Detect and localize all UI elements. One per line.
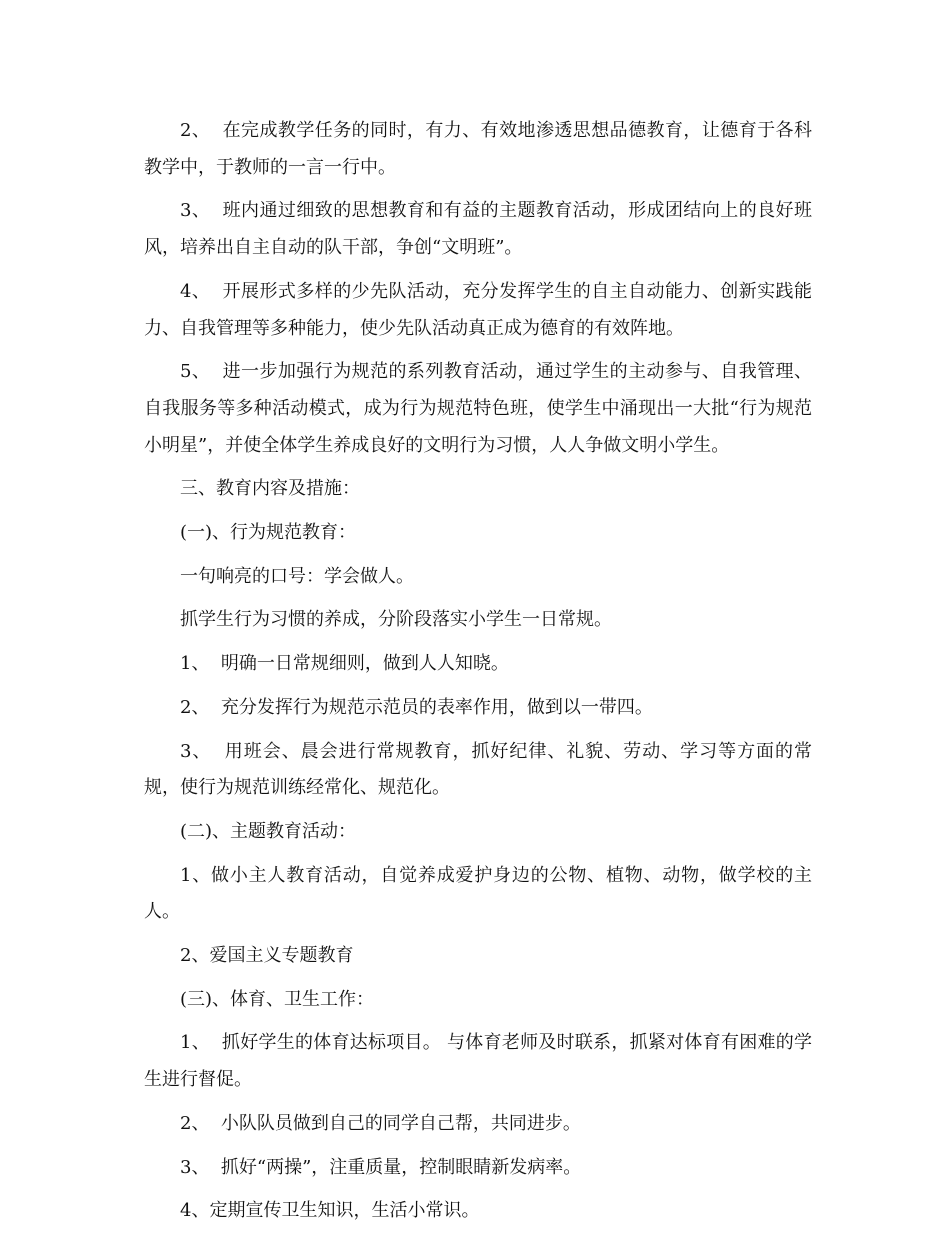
paragraph-health-3: 3、 抓好“两操”，注重质量，控制眼睛新发病率。 [180,1156,582,1178]
paragraph-goal-2: 2、 在完成教学任务的同时，有力、有效地渗透思想品德教育，让德育于各科教学中，于教师的一言一行中。 [144,120,812,178]
paragraph-habits-2: 2、 充分发挥行为规范示范员的表率作用，做到以一带四。 [180,696,653,718]
paragraph-health-1: 1、 抓好学生的体育达标项目。 与体育老师及时联系，抓紧对体育有困难的学生进行督促。 [144,1032,812,1091]
paragraph-goal-5: 5、 进一步加强行为规范的系列教育活动，通过学生的主动参与、自我管理、自我服务等多种活动模式，成为行为规范特色班，使学生中涌现出一大批“行为规范小明星”，并使全体学生养成良好的文明行为习惯，人人争做文明小学生。 [144,361,812,456]
paragraph-goal-3: 3、 班内通过细致的思想教育和有益的主题教育活动，形成团结向上的良好班风，培养出自主自动的队干部，争创“文明班”。 [144,200,812,259]
subsection-heading-1: (一)、行为规范教育： [180,522,357,544]
paragraph-theme-2: 2、爱国主义专题教育 [180,945,354,967]
paragraph-health-2: 2、 小队队员做到自己的同学自己帮，共同进步。 [180,1112,581,1134]
paragraph-theme-1: 1、做小主人教育活动，自觉养成爱护身边的公物、植物、动物，做学校的主人。 [144,864,812,923]
section-heading-3: 三、教育内容及措施： [180,478,360,500]
paragraph-habits-1: 1、 明确一日常规细则，做到人人知晓。 [180,653,509,675]
subsection-heading-3: (三)、体育、卫生工作： [180,988,375,1010]
paragraph-habits: 抓学生行为习惯的养成，分阶段落实小学生一日常规。 [180,609,612,631]
paragraph-slogan: 一句响亮的口号：学会做人。 [180,565,414,587]
subsection-heading-2: (二)、主题教育活动： [180,820,357,842]
paragraph-goal-4: 4、 开展形式多样的少先队活动，充分发挥学生的自主自动能力、创新实践能力、自我管理等多种能力，使少先队活动真正成为德育的有效阵地。 [144,280,812,339]
paragraph-health-4: 4、定期宣传卫生知识，生活小常识。 [180,1200,480,1222]
document-body [144,113,812,1237]
paragraph-habits-3: 3、 用班会、晨会进行常规教育，抓好纪律、礼貌、劳动、学习等方面的常规，使行为规范训练经常化、规范化。 [144,740,812,799]
